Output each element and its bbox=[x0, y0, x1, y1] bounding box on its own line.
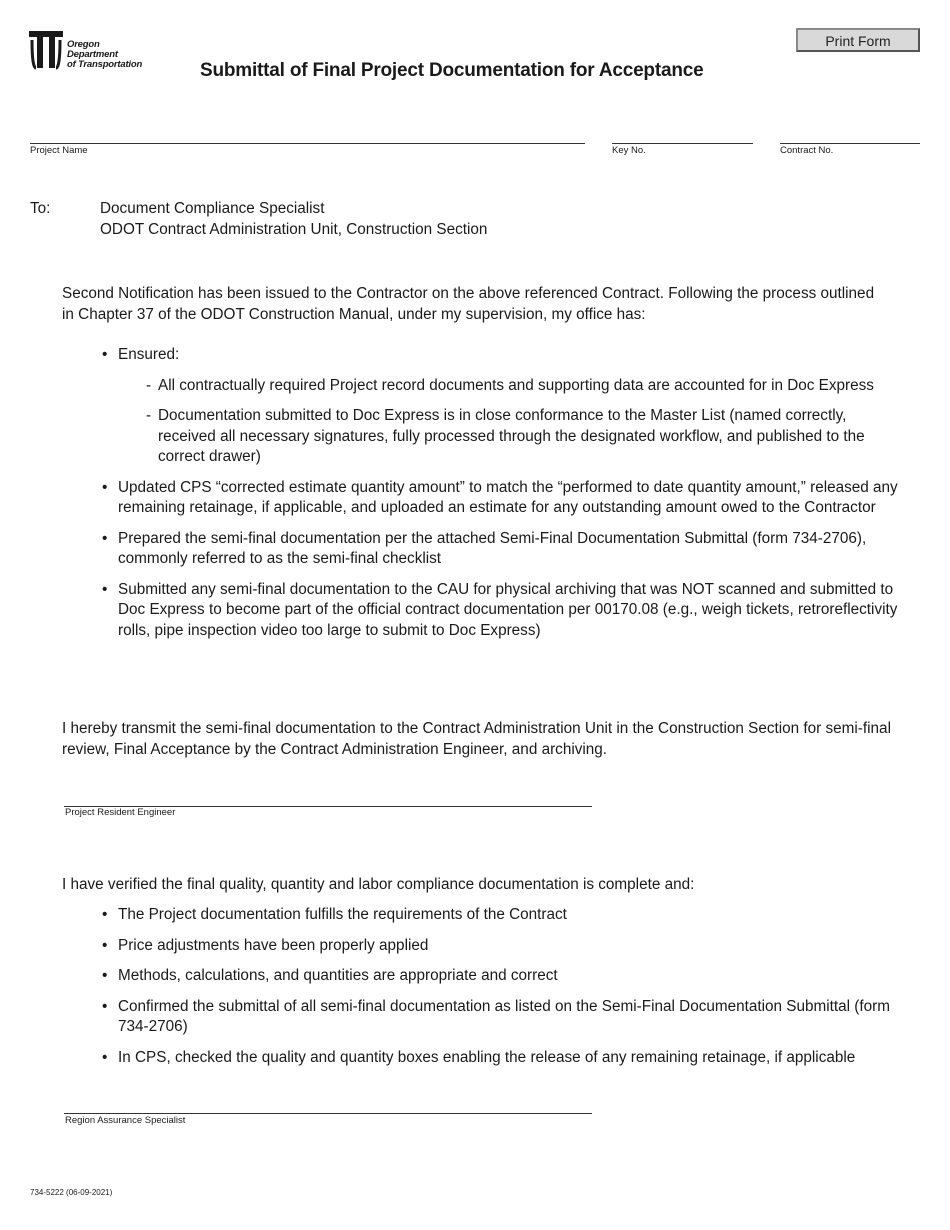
to-label: To: bbox=[30, 200, 51, 217]
print-form-button[interactable]: Print Form bbox=[796, 28, 920, 52]
list-item: • Prepared the semi-final documentation per the attached Semi-Final Documentation Submittal (form 734-2706), commonly referred to as the semi-final checklist bbox=[100, 529, 900, 570]
to-line-2: ODOT Contract Administration Unit, Construction Section bbox=[100, 220, 488, 238]
list-item: • Price adjustments have been properly applied bbox=[100, 936, 910, 957]
project-name-field[interactable] bbox=[30, 122, 585, 144]
region-assurance-signature-field[interactable] bbox=[64, 1092, 592, 1114]
to-address bbox=[100, 199, 487, 240]
key-no-field[interactable] bbox=[612, 122, 753, 144]
list-item: • Confirmed the submittal of all semi-final documentation as listed on the Semi-Final Documentation Submittal (form 734-2706) bbox=[100, 997, 910, 1038]
verify-paragraph: I have verified the final quality, quantity and labor compliance documentation is complete and: bbox=[62, 876, 695, 893]
contract-no-field[interactable] bbox=[780, 122, 920, 144]
list-item: - All contractually required Project record documents and supporting data are accounted for in Doc Express bbox=[146, 376, 900, 397]
logo-line-3: of Transportation bbox=[67, 59, 143, 70]
logo-line-1: Oregon bbox=[67, 39, 100, 50]
logo-line-2: Department bbox=[67, 49, 118, 60]
region-assurance-label: Region Assurance Specialist bbox=[65, 1115, 186, 1126]
transmit-paragraph: I hereby transmit the semi-final documentation to the Contract Administration Unit in the Construction Section for semi-final review, Final Acceptance by the Contract Administration Engineer, and archiving. bbox=[62, 720, 891, 758]
project-name-label: Project Name bbox=[30, 145, 88, 156]
list-item: • Submitted any semi-final documentation to the CAU for physical archiving that was NOT scanned and submitted to Doc Express to become part of the official contract documentation per 00170.08 (e.g., weigh tickets, retroreflectivity rolls, pipe inspection video too large to submit to Doc Express) bbox=[100, 580, 900, 642]
list-item: • Methods, calculations, and quantities are appropriate and correct bbox=[100, 966, 910, 987]
ensured-label: Ensured: bbox=[118, 346, 180, 363]
verify-list bbox=[100, 905, 910, 1078]
intro-paragraph: Second Notification has been issued to the Contractor on the above referenced Contract. Following the process outlined in Chapter 37 of the ODOT Construction Manual, under my supervision, my office has: bbox=[62, 285, 875, 323]
office-actions-list bbox=[100, 345, 900, 651]
list-item-ensured bbox=[100, 345, 900, 468]
odot-logo-icon bbox=[28, 28, 64, 70]
resident-engineer-label: Project Resident Engineer bbox=[65, 807, 176, 818]
list-item: - Documentation submitted to Doc Express is in close conformance to the Master List (named correctly, received all necessary signatures, fully processed through the designated workflow, and published to the correct drawer) bbox=[146, 406, 900, 468]
page-title: Submittal of Final Project Documentation for Acceptance bbox=[200, 60, 704, 81]
contract-no-label: Contract No. bbox=[780, 145, 834, 156]
list-item: • In CPS, checked the quality and quantity boxes enabling the release of any remaining retainage, if applicable bbox=[100, 1048, 910, 1069]
list-item: • Updated CPS “corrected estimate quantity amount” to match the “performed to date quantity amount,” released any remaining retainage, if applicable, and uploaded an estimate for any outstanding amount owed to the Contractor bbox=[100, 478, 900, 519]
odot-logo bbox=[28, 28, 168, 72]
logo-text bbox=[67, 40, 142, 70]
to-line-1: Document Compliance Specialist bbox=[100, 200, 325, 217]
list-item: • The Project documentation fulfills the requirements of the Contract bbox=[100, 905, 910, 926]
form-number: 734-5222 (06-09-2021) bbox=[30, 1188, 113, 1197]
resident-engineer-signature-field[interactable] bbox=[64, 785, 592, 807]
key-no-label: Key No. bbox=[612, 145, 646, 156]
